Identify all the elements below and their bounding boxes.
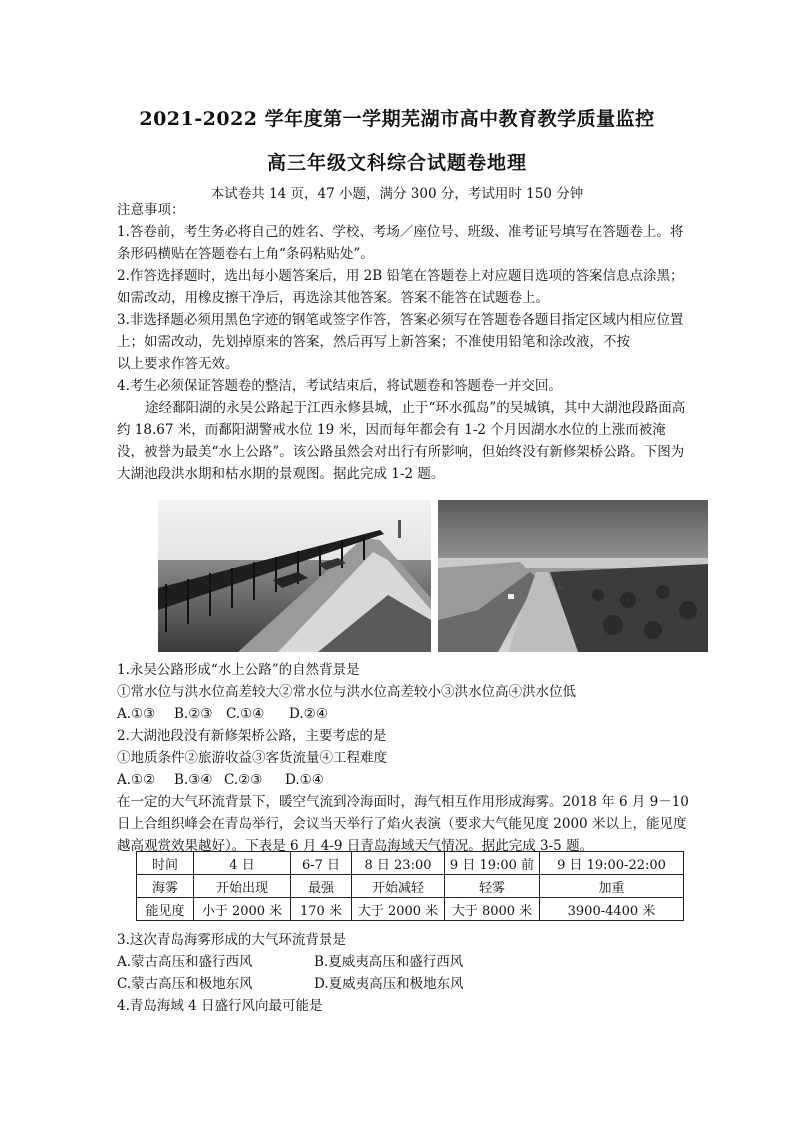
- table-cell: 加重: [540, 875, 684, 898]
- exam-subject-title: 高三年级文科综合试题卷地理: [266, 152, 527, 174]
- notice-item-1: 1.答卷前，考生务必将自己的姓名、学校、考场／座位号、班级、准考证号填写在答题卷上。将条形码横贴在答题卷右上角“条码粘贴处”。: [117, 224, 684, 262]
- table-cell: 小于 2000 米: [194, 898, 291, 921]
- q1-stem: 1.永吴公路形成“水上公路”的自然背景是: [117, 662, 360, 678]
- q1-option-b: B.②③: [174, 706, 213, 722]
- q3-option-a: A.蒙古高压和盛行西风: [117, 954, 253, 970]
- q3-option-b: B.夏威夷高压和盛行西风: [314, 954, 464, 970]
- questions-section: [117, 659, 689, 857]
- passage-1: 途经鄱阳湖的永吴公路起于江西永修县城，止于“环水孤岛”的吴城镇，其中大湖池段路面高约 18.67 米，而鄱阳湖警戒水位 19 米，因而每年都会有 1-2 个月因湖水水位的上涨而被淹没，被誉为最美“水上公路”。该公路虽然会对出行有所影响，但始终没有新修架桥公路。下图为大湖池段洪水期和枯水期的景观图。据此完成 1-2 题。: [117, 400, 686, 482]
- q2-option-b: B.③④: [174, 772, 213, 788]
- table-cell: 海雾: [137, 875, 194, 898]
- q2-option-a: A.①②: [117, 772, 156, 788]
- q1-option-d: D.②④: [289, 706, 328, 722]
- q2-options: [117, 769, 689, 791]
- q3-stem: 3.这次青岛海雾形成的大气环流背景是: [117, 932, 346, 948]
- notice-item-2: 2.作答选择题时，选出每小题答案后，用 2B 铅笔在答题卷上对应题目选项的答案信息点涂黑；如需改动，用橡皮擦干净后，再选涂其他答案。答案不能答在试题卷上。: [117, 268, 684, 306]
- weather-table: [136, 851, 684, 921]
- table-row: [137, 898, 684, 921]
- table-header-cell: 6-7 日: [291, 852, 352, 875]
- q4-stem: 4.青岛海域 4 日盛行风向最可能是: [117, 998, 323, 1014]
- table-header-cell: 9 日 19:00-22:00: [540, 852, 684, 875]
- notice-item-3-cont: 以上要求作答无效。: [117, 356, 239, 372]
- q1-options: [117, 703, 689, 725]
- flood-season-photo: [158, 500, 431, 652]
- q3-options-row-2: [117, 973, 689, 995]
- notice-section: [117, 199, 689, 485]
- notice-item-3: 3.非选择题必须用黑色字迹的钢笔或签字作答，答案必须写在答题卷各题目指定区域内相应位置上；如需改动，先划掉原来的答案，然后再写上新答案；不准使用铅笔和涂改液，不按: [117, 312, 684, 350]
- questions-section-2: [117, 929, 689, 1017]
- exam-info: 本试卷共 14 页，47 小题，满分 300 分，考试用时 150 分钟: [210, 186, 584, 202]
- table-cell: 大于 8000 米: [445, 898, 540, 921]
- table-header-cell: 8 日 23:00: [352, 852, 445, 875]
- table-cell: 轻雾: [445, 875, 540, 898]
- q2-items: ①地质条件②旅游收益③客货流量④工程难度: [117, 750, 387, 766]
- q3-option-c: C.蒙古高压和极地东风: [117, 976, 253, 992]
- table-row: [137, 875, 684, 898]
- notice-heading: 注意事项：: [117, 202, 185, 218]
- notice-item-4: 4.考生必须保证答题卷的整洁，考试结束后，将试题卷和答题卷一并交回。: [117, 378, 562, 394]
- landscape-photos: [158, 500, 708, 652]
- q3-options-row-1: [117, 951, 689, 973]
- table-cell: 最强: [291, 875, 352, 898]
- passage-2: 在一定的大气环流背景下，暖空气流到冷海面时，海气相互作用形成海雾。2018 年 6 月 9－10 日上合组织峰会在青岛举行，会议当天举行了焰火表演（要求大气能见度 2000 米以上，能见度越高观赏效果越好）。下表是 6 月 4-9 日青岛海域天气情况。据此完成 3-5 题。: [117, 794, 689, 854]
- table-header-cell: 时间: [137, 852, 194, 875]
- q3-option-d: D.夏威夷高压和极地东风: [314, 976, 464, 992]
- q1-option-c: C.①④: [226, 706, 265, 722]
- q1-option-a: A.①③: [117, 706, 156, 722]
- q2-stem: 2.大湖池段没有新修架桥公路，主要考虑的是: [117, 728, 387, 744]
- table-cell: 170 米: [291, 898, 352, 921]
- table-cell: 能见度: [137, 898, 194, 921]
- table-row: [137, 852, 684, 875]
- q2-option-c: C.②③: [224, 772, 263, 788]
- table-header-cell: 9 日 19:00 前: [445, 852, 540, 875]
- table-cell: 3900-4400 米: [540, 898, 684, 921]
- table-cell: 大于 2000 米: [352, 898, 445, 921]
- table-cell: 开始出现: [194, 875, 291, 898]
- dry-season-photo: [438, 500, 708, 652]
- q1-items: ①常水位与洪水位高差较大②常水位与洪水位高差较小③洪水位高④洪水位低: [117, 684, 576, 700]
- table-cell: 开始减轻: [352, 875, 445, 898]
- q2-option-d: D.①④: [285, 772, 324, 788]
- exam-title: 2021-2022 学年度第一学期芜湖市高中教育教学质量监控: [139, 108, 655, 130]
- table-header-cell: 4 日: [194, 852, 291, 875]
